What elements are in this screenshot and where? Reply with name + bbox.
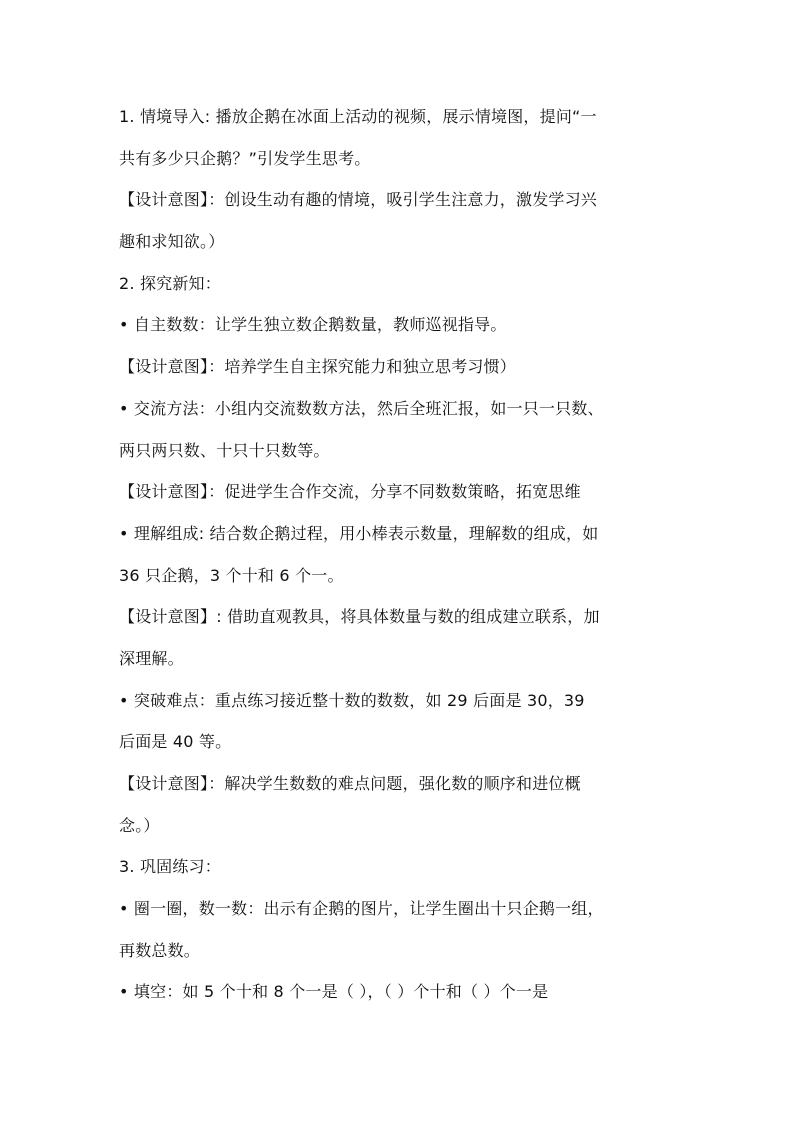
text-line: 两只两只数、十只十只数等。 [119,440,330,460]
bullet-line: • 突破难点：重点练习接近整十数的数数，如 29 后面是 30，39 [119,690,585,710]
bullet-line: • 自主数数：让学生独立数企鹅数量，教师巡视指导。 [119,315,507,335]
text-line: 1. 情境导入: 播放企鹅在冰面上活动的视频，展示情境图，提问“一 [119,107,597,126]
bullet-line: • 填空：如 5 个十和 8 个一是（ ），（ ）个十和（ ）个一是 [119,982,549,1002]
bullet-line: • 理解组成: 结合数企鹅过程，用小棒表示数量，理解数的组成，如 [119,523,599,543]
design-intent-line: 【设计意图】：创设生动有趣的情境，吸引学生注意力，激发学习兴 [119,190,598,210]
bullet-line: • 圈一圈，数一数：出示有企鹅的图片，让学生圈出十只企鹅一组， [119,899,604,919]
document-body [119,96,684,1013]
section-heading: 3. 巩固练习： [119,857,221,877]
text-line: 36 只企鹅，3 个十和 6 个一。 [119,565,344,585]
text-line: 再数总数。 [119,940,201,960]
design-intent-line: 【设计意图】：促进学生合作交流，分享不同数数策略，拓宽思维 [119,482,581,502]
bullet-line: • 交流方法：小组内交流数数方法，然后全班汇报，如一只一只数、 [119,398,604,418]
text-line: 念。） [119,815,160,835]
text-line: 趣和求知欲。） [119,232,225,252]
text-line: 后面是 40 等。 [119,732,232,752]
text-line: 深理解。 [119,648,184,668]
design-intent-line: 【设计意图】：解决学生数数的难点问题，强化数的顺序和进位概 [119,774,581,793]
text-line: 共有多少只企鹅？”引发学生思考。 [119,148,371,168]
design-intent-line: 【设计意图】：培养学生自主探究能力和独立思考习惯） [119,357,517,377]
section-heading: 2. 探究新知： [119,273,221,293]
design-intent-line: 【设计意图】: 借助直观教具，将具体数量与数的组成建立联系，加 [119,607,600,627]
